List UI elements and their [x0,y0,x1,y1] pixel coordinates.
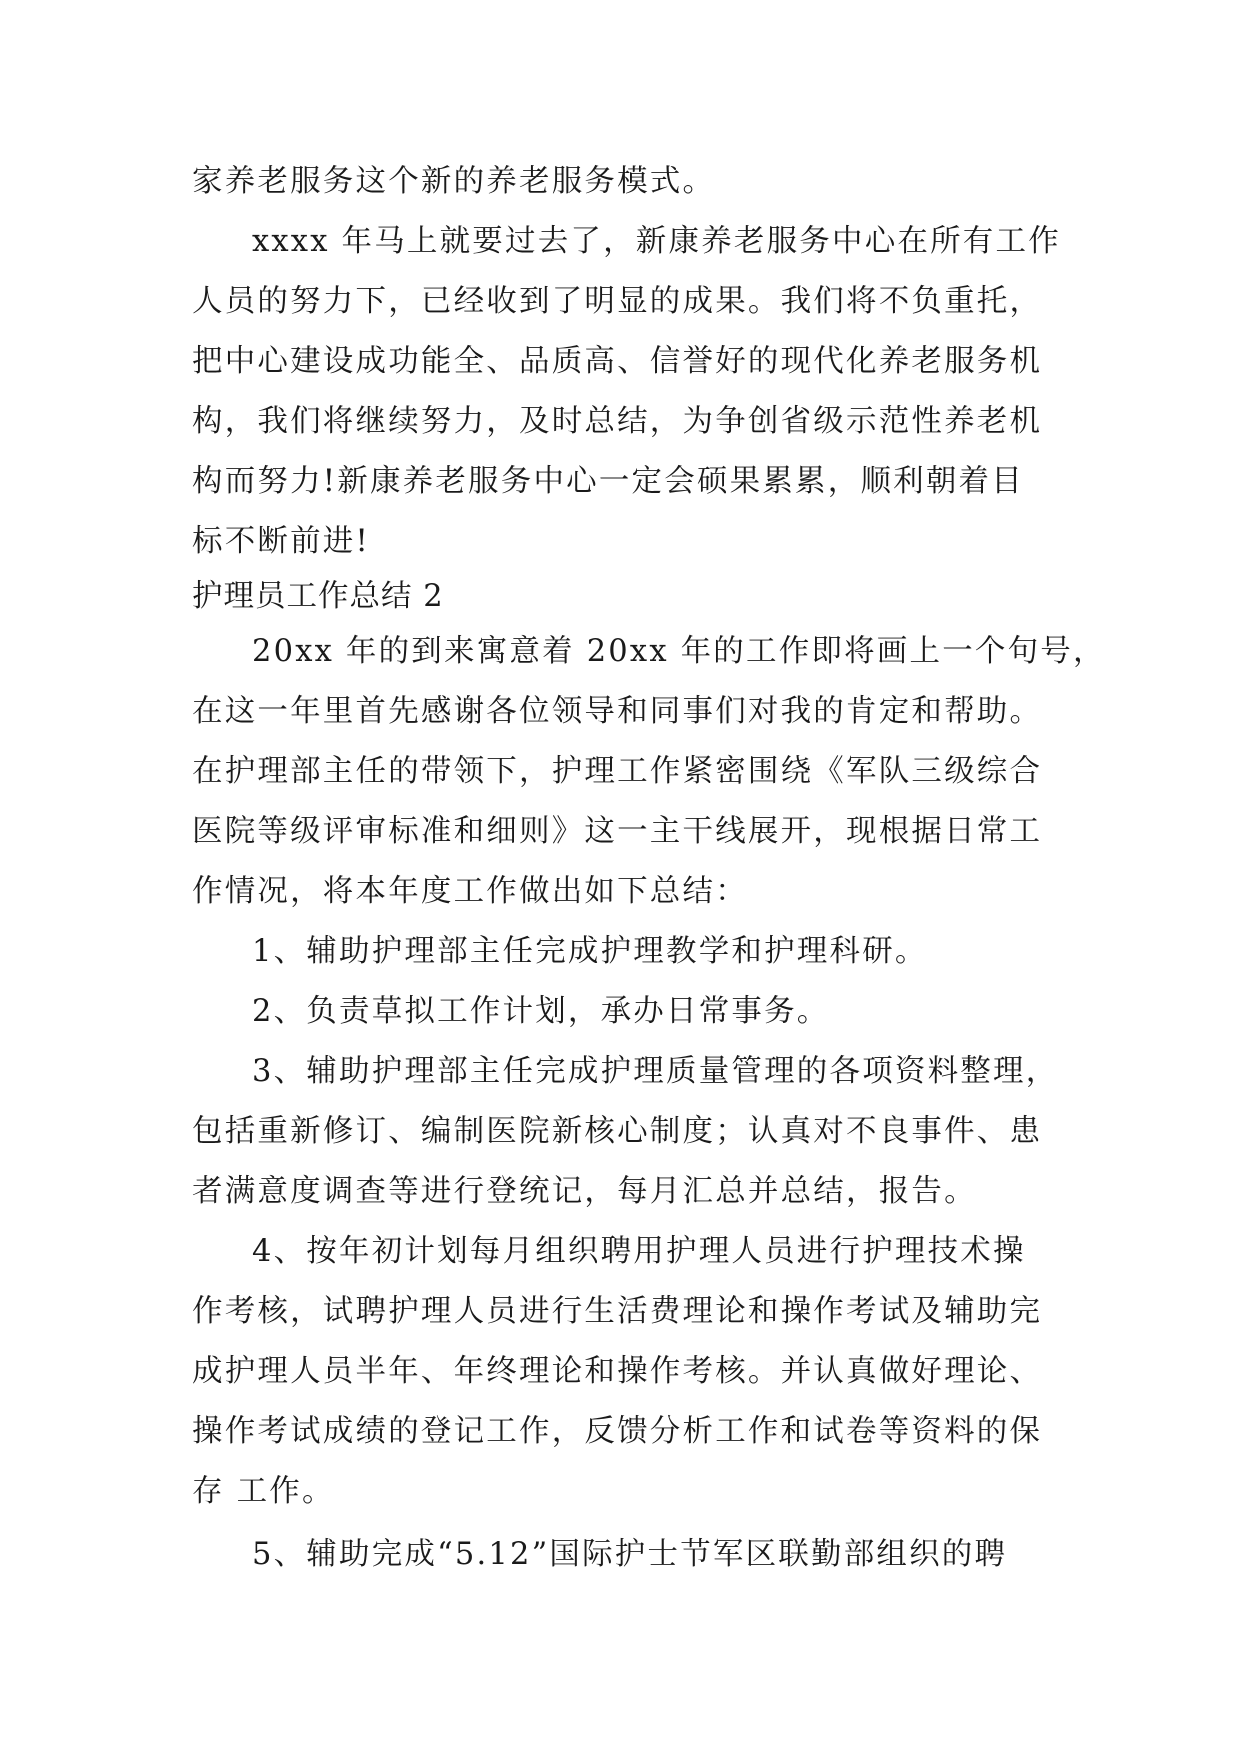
paragraph-2-line-5: 构而努力!新康养老服务中心一定会硕果累累，顺利朝着目 [192,464,1024,499]
list-item-4-line-3: 成护理人员半年、年终理论和操作考核。并认真做好理论、 [192,1354,1043,1389]
list-item-2: 2、负责草拟工作计划，承办日常事务。 [252,994,830,1029]
list-item-4-line-1: 4、按年初计划每月组织聘用护理人员进行护理技术操 [252,1234,1026,1269]
paragraph-3-line-2: 在这一年里首先感谢各位领导和同事们对我的肯定和帮助。 [192,694,1043,729]
paragraph-1-line-1: 家养老服务这个新的养老服务模式。 [192,164,716,199]
list-item-4-line-5: 存 工作。 [192,1474,335,1509]
paragraph-3-line-3: 在护理部主任的带领下，护理工作紧密围绕《军队三级综合 [192,754,1043,789]
list-item-3-line-3: 者满意度调查等进行登统记，每月汇总并总结，报告。 [192,1174,977,1209]
list-item-5-line-1: 5、辅助完成“5.12”国际护士节军区联勤部组织的聘 [252,1537,1008,1572]
paragraph-2-line-3: 把中心建设成功能全、品质高、信誉好的现代化养老服务机 [192,344,1043,379]
paragraph-3-line-4: 医院等级评审标准和细则》这一主干线展开，现根据日常工 [192,814,1043,849]
list-item-4-line-2: 作考核，试聘护理人员进行生活费理论和操作考试及辅助完 [192,1294,1043,1329]
paragraph-2-line-1: xxxx 年马上就要过去了，新康养老服务中心在所有工作 [252,224,1061,259]
list-item-3-line-2: 包括重新修订、编制医院新核心制度；认真对不良事件、患 [192,1114,1043,1149]
list-item-4-line-4: 操作考试成绩的登记工作，反馈分析工作和试卷等资料的保 [192,1414,1043,1449]
paragraph-2-line-6: 标不断前进! [192,524,370,559]
paragraph-2-line-4: 构，我们将继续努力，及时总结，为争创省级示范性养老机 [192,404,1043,439]
paragraph-3-line-5: 作情况，将本年度工作做出如下总结： [192,874,748,909]
list-item-3-line-1: 3、辅助护理部主任完成护理质量管理的各项资料整理， [252,1054,1059,1089]
list-item-1: 1、辅助护理部主任完成护理教学和护理科研。 [252,934,928,969]
section-heading: 护理员工作总结 2 [192,579,444,614]
paragraph-2-line-2: 人员的努力下，已经收到了明显的成果。我们将不负重托， [192,284,1043,319]
paragraph-3-line-1: 20xx 年的到来寓意着 20xx 年的工作即将画上一个句号， [252,634,1106,669]
